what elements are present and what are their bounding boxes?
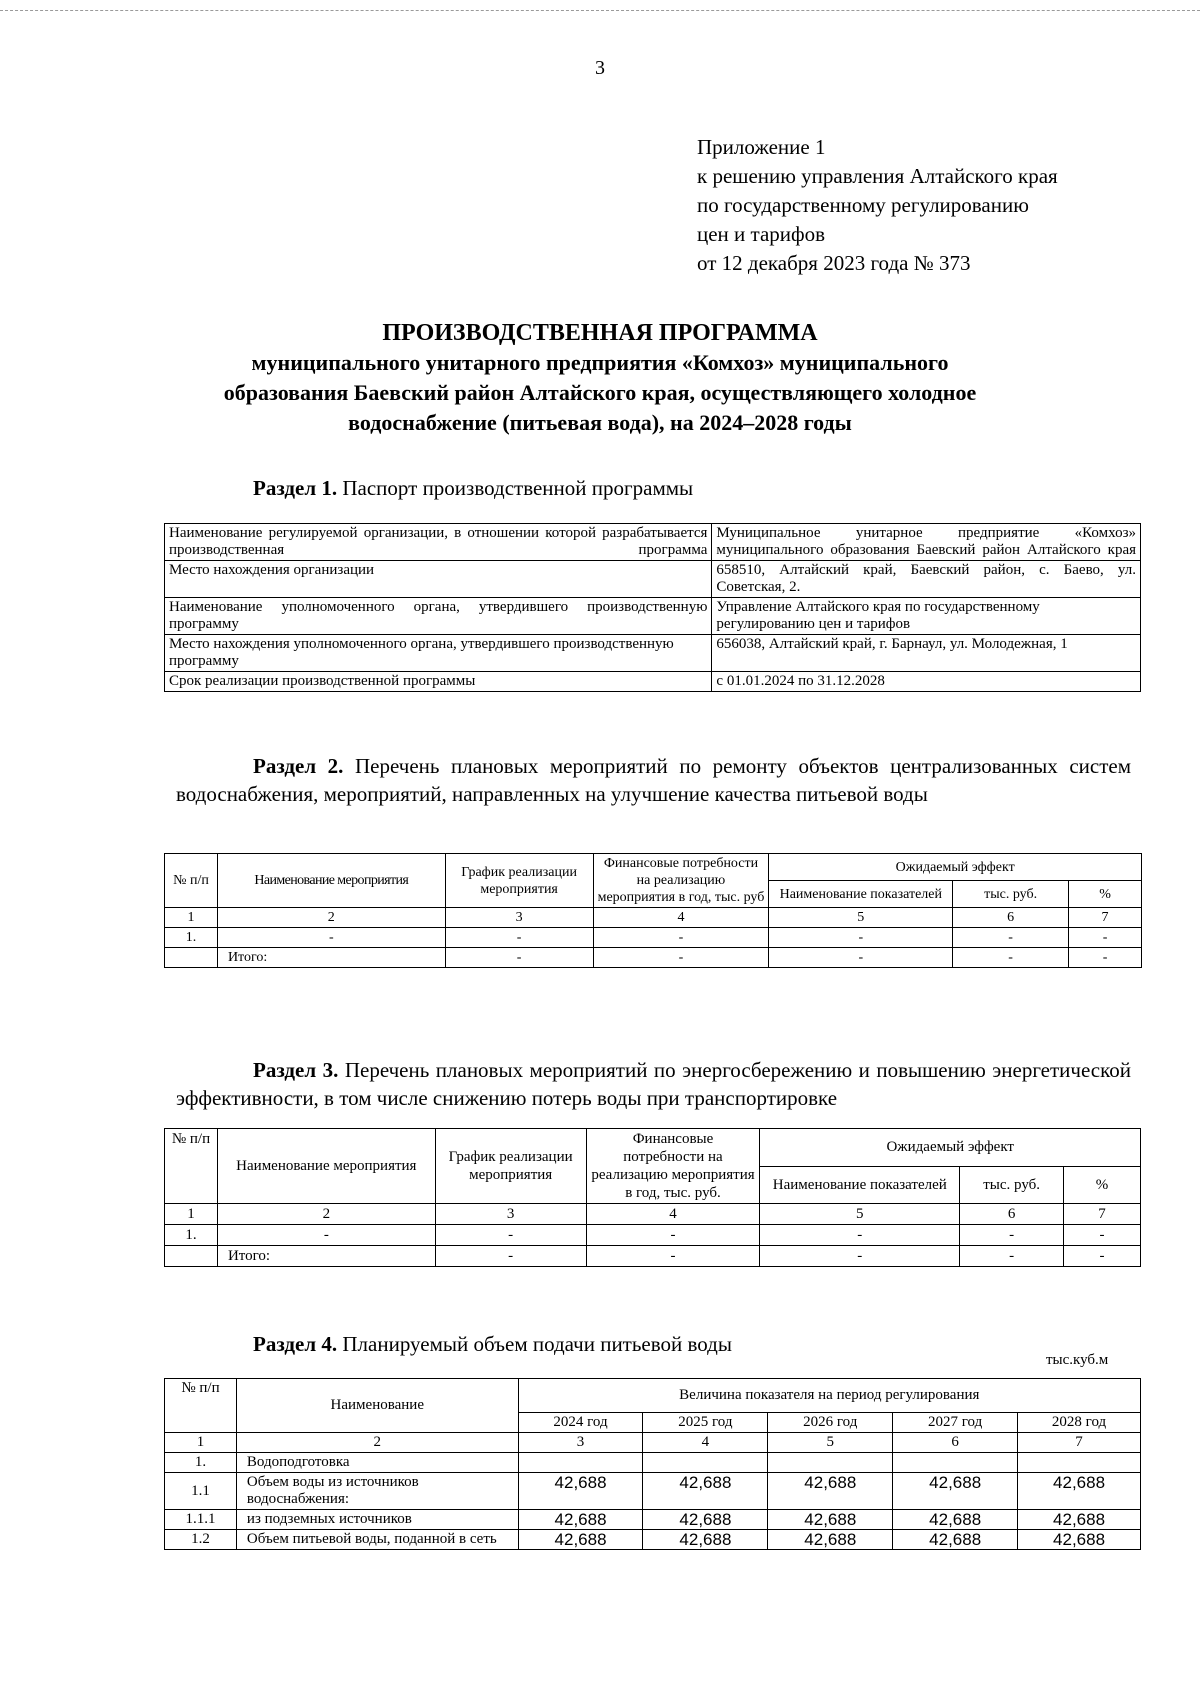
value-cell xyxy=(768,1453,893,1473)
col-number: 4 xyxy=(643,1433,768,1453)
row-name: Объем питьевой воды, поданной в сеть xyxy=(236,1530,518,1550)
table-row xyxy=(165,1530,1141,1550)
value-cell: 42,688 xyxy=(643,1473,768,1510)
value-cell: 42,688 xyxy=(768,1510,893,1530)
table-cell: - xyxy=(217,1225,435,1246)
table-cell: - xyxy=(1069,928,1142,948)
passport-field-value: Управление Алтайского края по государственному регулированию цен и тарифов xyxy=(712,598,1141,635)
value-cell: 42,688 xyxy=(1018,1473,1141,1510)
col-header-indicators: Наименование показателей xyxy=(769,881,953,908)
col-header-effect: Ожидаемый эффект xyxy=(760,1129,1141,1167)
row-num: 1.2 xyxy=(165,1530,237,1550)
table-cell: - xyxy=(435,1225,586,1246)
col-number: 5 xyxy=(769,908,953,928)
section1-heading xyxy=(253,474,693,502)
section-label: Раздел 2. xyxy=(253,754,344,778)
value-cell: 42,688 xyxy=(893,1473,1018,1510)
table-cell: - xyxy=(769,948,953,968)
value-cell: 42,688 xyxy=(768,1473,893,1510)
value-cell: 42,688 xyxy=(893,1530,1018,1550)
value-cell: 42,688 xyxy=(518,1473,643,1510)
table-cell: - xyxy=(1069,948,1142,968)
appendix-line: Приложение 1 xyxy=(697,135,826,159)
table-row xyxy=(165,598,1141,635)
table-cell: - xyxy=(593,928,769,948)
col-header-thousand: тыс. руб. xyxy=(960,1166,1064,1204)
unit-label: тыс.куб.м xyxy=(1046,1352,1109,1368)
section-heading-text: Перечень плановых мероприятий по ремонту объектов централизованных систем водоснабжения, мероприятий, направленных на улучшение качества питьевой воды xyxy=(176,754,1131,806)
col-header-schedule: График реализации мероприятия xyxy=(435,1129,586,1204)
table-cell xyxy=(165,948,218,968)
appendix-line: цен и тарифов xyxy=(697,222,826,246)
table-cell xyxy=(165,1246,218,1267)
table-cell: - xyxy=(445,948,593,968)
col-number: 1 xyxy=(165,908,218,928)
col-number: 7 xyxy=(1018,1433,1141,1453)
table-cell: 1. xyxy=(165,1225,218,1246)
column-number-row xyxy=(165,1433,1141,1453)
column-number-row xyxy=(165,1204,1141,1225)
row-num: 1.1 xyxy=(165,1473,237,1510)
value-cell: 42,688 xyxy=(768,1530,893,1550)
col-header-year: 2026 год xyxy=(768,1413,893,1433)
col-number: 3 xyxy=(445,908,593,928)
title-line: водоснабжение (питьевая вода), на 2024–2028 годы xyxy=(348,410,852,435)
col-number: 1 xyxy=(165,1204,218,1225)
table-cell: - xyxy=(586,1246,760,1267)
water-supply-volume-table xyxy=(164,1378,1141,1550)
section-heading-text: Планируемый объем подачи питьевой воды xyxy=(342,1332,732,1356)
row-name: Объем воды из источников водоснабжения: xyxy=(236,1473,518,1510)
table-row xyxy=(165,672,1141,692)
row-name: из подземных источников xyxy=(236,1510,518,1530)
table-cell: - xyxy=(435,1246,586,1267)
section-label: Раздел 4. xyxy=(253,1332,338,1356)
table-cell: 1. xyxy=(165,928,218,948)
table-row xyxy=(165,928,1142,948)
col-header-num: № п/п xyxy=(165,854,218,908)
col-header-thousand: тыс. руб. xyxy=(953,881,1069,908)
col-header-effect: Ожидаемый эффект xyxy=(769,854,1142,881)
col-header-percent: % xyxy=(1069,881,1142,908)
col-number: 7 xyxy=(1064,1204,1141,1225)
table-cell: - xyxy=(960,1246,1064,1267)
col-number: 5 xyxy=(760,1204,960,1225)
appendix-line: от 12 декабря 2023 года № 373 xyxy=(697,251,971,275)
appendix-line: по государственному регулированию xyxy=(697,193,1029,217)
col-header-num: № п/п xyxy=(165,1379,237,1433)
col-number: 7 xyxy=(1069,908,1142,928)
title-line: муниципального унитарного предприятия «Комхоз» муниципального xyxy=(251,350,949,375)
col-header-finance: Финансовые потребности на реализацию мероприятия в год, тыс. руб. xyxy=(586,1129,760,1204)
col-number: 2 xyxy=(217,908,445,928)
energy-measures-table xyxy=(164,1128,1141,1267)
table-cell: - xyxy=(586,1225,760,1246)
table-cell: - xyxy=(760,1225,960,1246)
passport-field-name: Срок реализации производственной программы xyxy=(165,672,712,692)
col-header-indicators: Наименование показателей xyxy=(760,1166,960,1204)
row-num: 1.1.1 xyxy=(165,1510,237,1530)
page-top-border xyxy=(0,10,1200,11)
section2-heading xyxy=(176,752,1131,808)
repair-measures-table xyxy=(164,853,1142,968)
table-row xyxy=(165,1510,1141,1530)
total-label: Итого: xyxy=(217,1246,435,1267)
col-number: 3 xyxy=(518,1433,643,1453)
col-header-name: Наименование мероприятия xyxy=(217,854,445,908)
table-row xyxy=(165,1225,1141,1246)
row-name: Водоподготовка xyxy=(236,1453,518,1473)
col-number: 4 xyxy=(593,908,769,928)
table-cell: - xyxy=(593,948,769,968)
col-header-percent: % xyxy=(1064,1166,1141,1204)
value-cell: 42,688 xyxy=(643,1530,768,1550)
section4-heading xyxy=(253,1330,732,1358)
section-label: Раздел 3. xyxy=(253,1058,339,1082)
passport-field-name: Наименование уполномоченного органа, утвердившего производственную программу xyxy=(165,598,712,635)
table-row xyxy=(165,1473,1141,1510)
value-cell: 42,688 xyxy=(1018,1530,1141,1550)
passport-field-name: Место нахождения организации xyxy=(165,561,712,598)
value-cell: 42,688 xyxy=(1018,1510,1141,1530)
col-number: 3 xyxy=(435,1204,586,1225)
value-cell: 42,688 xyxy=(518,1530,643,1550)
col-number: 6 xyxy=(893,1433,1018,1453)
document-title xyxy=(100,318,1100,438)
total-label: Итого: xyxy=(217,948,445,968)
col-header-finance: Финансовые потребности на реализацию мероприятия в год, тыс. руб xyxy=(593,854,769,908)
table-cell: - xyxy=(769,928,953,948)
table-row xyxy=(165,635,1141,672)
value-cell xyxy=(643,1453,768,1473)
section-label: Раздел 1. xyxy=(253,476,338,500)
col-header-num: № п/п xyxy=(165,1129,218,1204)
value-cell: 42,688 xyxy=(643,1510,768,1530)
passport-field-value: 656038, Алтайский край, г. Барнаул, ул. Молодежная, 1 xyxy=(712,635,1141,672)
col-number: 5 xyxy=(768,1433,893,1453)
title-line: образования Баевский район Алтайского края, осуществляющего холодное xyxy=(223,380,977,405)
table-row xyxy=(165,561,1141,598)
value-cell xyxy=(1018,1453,1141,1473)
title-main: ПРОИЗВОДСТВЕННАЯ ПРОГРАММА xyxy=(382,320,818,346)
col-header-period: Величина показателя на период регулирования xyxy=(518,1379,1140,1413)
table-cell: - xyxy=(445,928,593,948)
appendix-block xyxy=(697,133,1058,278)
col-number: 2 xyxy=(236,1433,518,1453)
table-row xyxy=(165,524,1141,561)
table-cell: - xyxy=(960,1225,1064,1246)
value-cell: 42,688 xyxy=(518,1510,643,1530)
col-header-year: 2028 год xyxy=(1018,1413,1141,1433)
table-row xyxy=(165,1453,1141,1473)
col-header-schedule: График реализации мероприятия xyxy=(445,854,593,908)
col-number: 6 xyxy=(953,908,1069,928)
table-cell: - xyxy=(760,1246,960,1267)
table-cell: - xyxy=(953,928,1069,948)
page-number: 3 xyxy=(595,57,605,79)
passport-field-value: с 01.01.2024 по 31.12.2028 xyxy=(712,672,1141,692)
passport-field-name: Наименование регулируемой организации, в отношении которой разрабатывается производственная программа xyxy=(165,524,712,561)
table-cell: - xyxy=(953,948,1069,968)
col-number: 2 xyxy=(217,1204,435,1225)
total-row xyxy=(165,1246,1141,1267)
table-cell: - xyxy=(1064,1246,1141,1267)
section-heading-text: Паспорт производственной программы xyxy=(342,476,694,500)
column-number-row xyxy=(165,908,1142,928)
passport-table xyxy=(164,523,1141,692)
total-row xyxy=(165,948,1142,968)
section3-heading xyxy=(176,1056,1131,1112)
table-cell: - xyxy=(217,928,445,948)
passport-field-value: 658510, Алтайский край, Баевский район, с. Баево, ул. Советская, 2. xyxy=(712,561,1141,598)
col-number: 6 xyxy=(960,1204,1064,1225)
col-header-year: 2024 год xyxy=(518,1413,643,1433)
value-cell: 42,688 xyxy=(893,1510,1018,1530)
col-header-year: 2027 год xyxy=(893,1413,1018,1433)
col-header-year: 2025 год xyxy=(643,1413,768,1433)
passport-field-name: Место нахождения уполномоченного органа, утвердившего производственную программу xyxy=(165,635,712,672)
value-cell xyxy=(518,1453,643,1473)
col-number: 4 xyxy=(586,1204,760,1225)
passport-field-value: Муниципальное унитарное предприятие «Комхоз» муниципального образования Баевский район Алтайского края xyxy=(712,524,1141,561)
row-num: 1. xyxy=(165,1453,237,1473)
table-cell: - xyxy=(1064,1225,1141,1246)
col-number: 1 xyxy=(165,1433,237,1453)
col-header-name: Наименование xyxy=(236,1379,518,1433)
section-heading-text: Перечень плановых мероприятий по энергосбережению и повышению энергетической эффективности, в том числе снижению потерь воды при транспортировке xyxy=(176,1058,1132,1110)
value-cell xyxy=(893,1453,1018,1473)
col-header-name: Наименование мероприятия xyxy=(217,1129,435,1204)
appendix-line: к решению управления Алтайского края xyxy=(697,164,1058,188)
